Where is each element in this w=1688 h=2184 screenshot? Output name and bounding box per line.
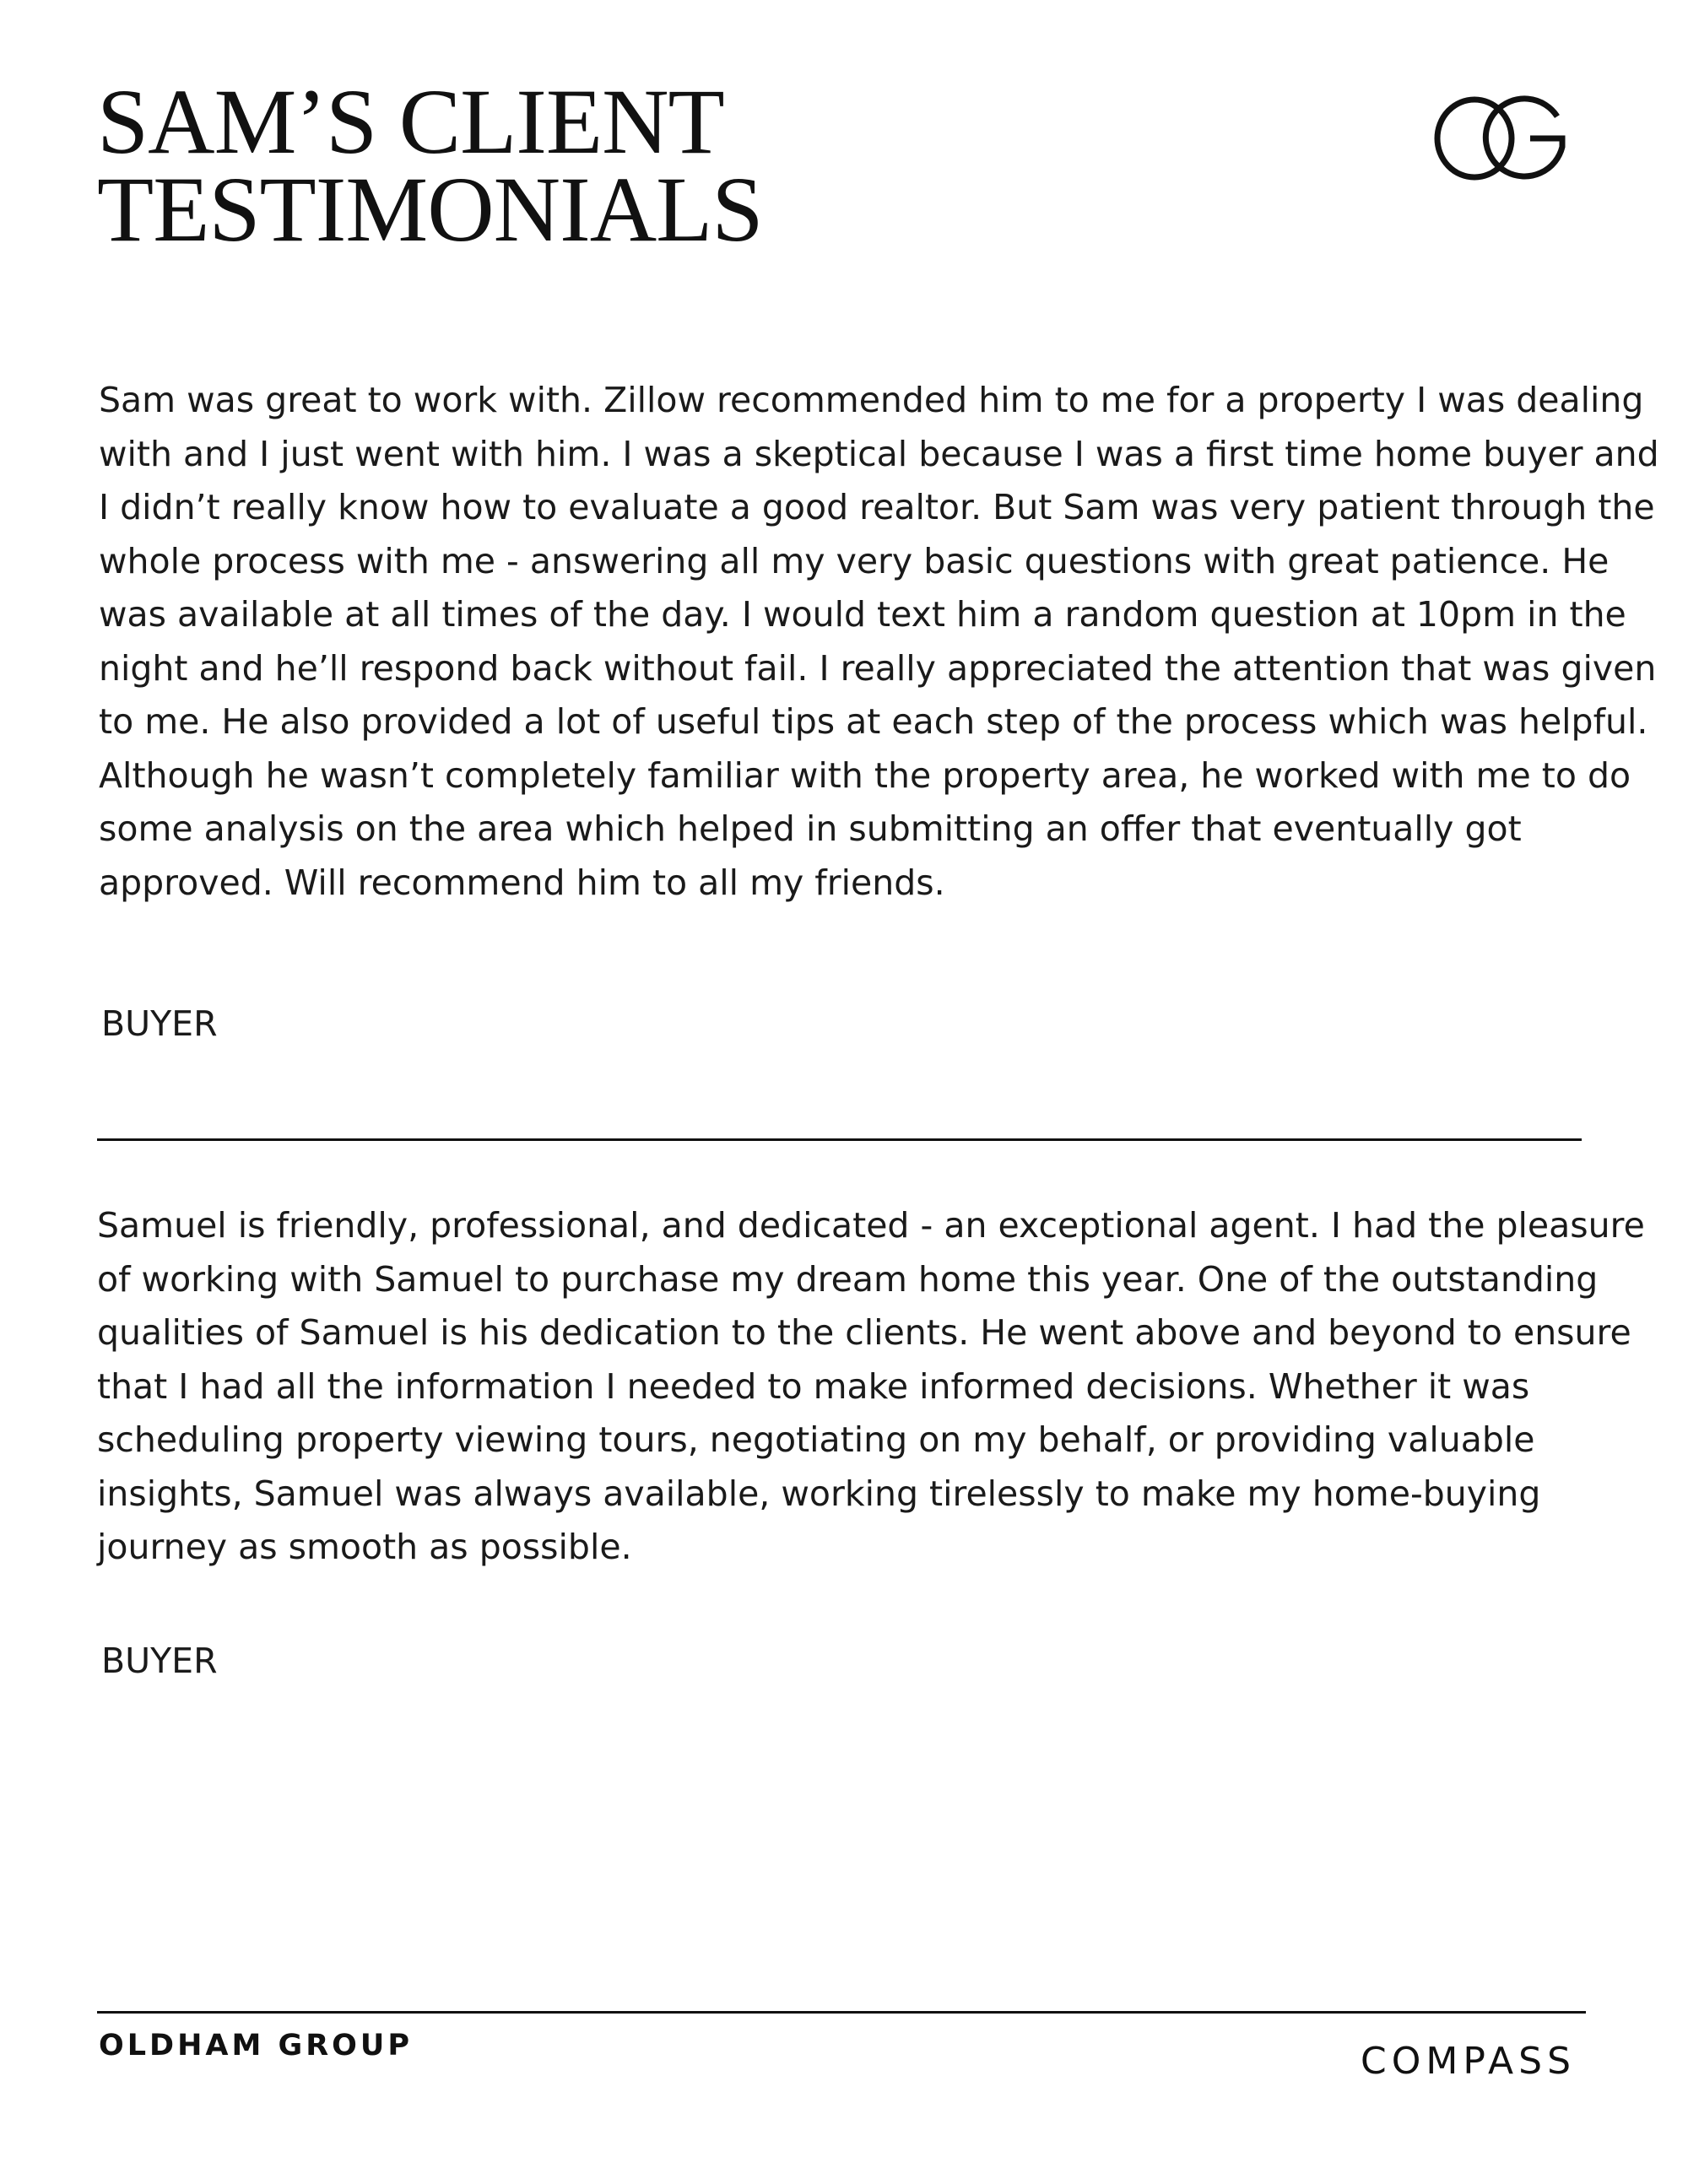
testimonial-2-text: Samuel is friendly, professional, and dedicated - an exceptional agent. I had the pleasure of working with Samuel to purchase my dream home this year. One of the outstanding qualities of Samuel is his dedication to the clients. He went above and beyond to ensure that I had all the information I needed to make informed decisions. Whether it was scheduling property viewing tours, negotiating on my behalf, or providing valuable insights, Samuel was always available, working tirelessly to make my home-buying journey as smooth as possible. (97, 1205, 1645, 1567)
testimonial-1-text: Sam was great to work with. Zillow recommended him to me for a property I was dealing with and I just went with him. I was a skeptical because I was a first time home buyer and I didn’t really know how to evaluate a good realtor. But Sam was very patient through the whole process with me - answering all my very basic questions with great patience. He was available at all times of the day. I would text him a random question at 10pm in the night and he’ll respond back without fail. I really appreciated the attention that was given to me. He also provided a lot of useful tips at each step of the process which was helpful. Although he wasn’t completely familiar with the property area, he worked with me to do some analysis on the area which helped in submitting an offer that eventually got approved. Will recommend him to all my friends. (99, 380, 1659, 903)
footer-brand-compass: COMPASS (1361, 2040, 1576, 2083)
testimonial-1-attribution: BUYER (101, 1003, 218, 1044)
page-title-line-2: TESTIMONIALS (97, 158, 763, 261)
section-divider (97, 1138, 1582, 1141)
testimonial-2-attribution: BUYER (101, 1641, 218, 1681)
og-logo (1431, 95, 1570, 182)
footer-brand-oldham-group: OLDHAM GROUP (99, 2029, 414, 2062)
page-title (97, 70, 1110, 261)
footer-divider (97, 2011, 1586, 2014)
page-title-line-1: SAM’S CLIENT (97, 70, 724, 173)
